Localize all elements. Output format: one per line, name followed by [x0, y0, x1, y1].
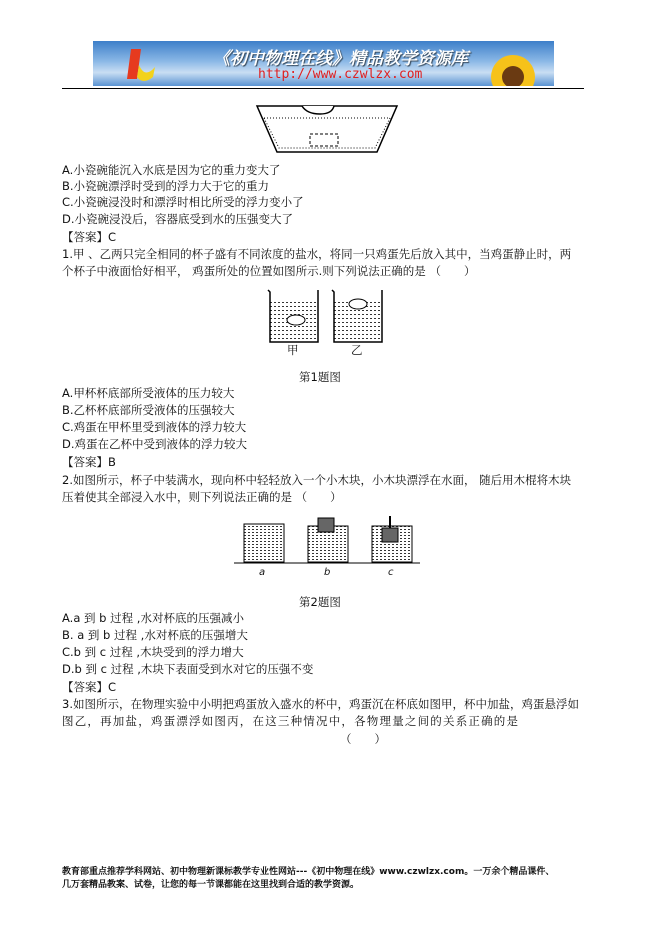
- q1-text-2: 个杯子中液面恰好相平， 鸡蛋所处的位置如图所示.则下列说法正确的是 （ ）: [62, 264, 476, 278]
- q1-option-d: D.鸡蛋在乙杯中受到液体的浮力较大: [62, 437, 248, 451]
- q2-text-1: 2.如图所示，杯子中装满水，现向杯中轻轻放入一个小木块，小木块漂浮在水面， 随后用木棍将木块: [62, 473, 572, 487]
- q1-answer: 【答案】B: [62, 455, 116, 469]
- q0-answer: 【答案】C: [62, 230, 117, 244]
- q1-fig-label-jia: 甲: [287, 343, 299, 357]
- q1-fig-label-yi: 乙: [351, 343, 363, 357]
- q1-text-1: 1.甲 、乙两只完全相同的杯子盛有不同浓度的盐水，将同一只鸡蛋先后放入其中，当鸡蛋静止时，两: [62, 247, 572, 261]
- q2-answer: 【答案】C: [62, 680, 117, 694]
- q1-figure: [262, 286, 392, 346]
- q2-figure: [232, 514, 422, 570]
- q3-text-2: 图乙，再加盐，鸡蛋漂浮如图丙，在这三种情况中，各物理量之间的关系正确的是: [62, 714, 520, 728]
- q3-text-1: 3.如图所示，在物理实验中小明把鸡蛋放入盛水的杯中，鸡蛋沉在杯底如图甲，杯中加盐，鸡蛋悬浮如: [62, 697, 579, 711]
- q1-option-b: B.乙杯杯底部所受液体的压强较大: [62, 403, 235, 417]
- bowl-figure: [252, 98, 402, 156]
- q2-fig-label-c: c: [388, 567, 394, 578]
- q3-blank: （ ）: [340, 732, 386, 746]
- footer-line-1: 教育部重点推荐学科网站、初中物理新课标教学专业性网站---《初中物理在线》www.czwlzx.com。一万余个精品课件、: [62, 867, 555, 877]
- header-divider: [62, 88, 584, 89]
- q2-text-2: 压着使其全部浸入水中，则下列说法正确的是 （ ）: [62, 490, 342, 504]
- banner-url[interactable]: http://www.czwlzx.com: [258, 67, 423, 82]
- header-banner: [93, 41, 554, 86]
- footer-line-2: 几万套精品教案、试卷，让您的每一节课都能在这里找到合适的教学资源。: [62, 880, 360, 890]
- q2-option-a: A.a 到 b 过程 ,水对杯底的压强减小: [62, 611, 244, 625]
- q0-option-d: D.小瓷碗浸没后，容器底受到水的压强变大了: [62, 212, 294, 226]
- q2-option-b: B. a 到 b 过程 ,水对杯底的压强增大: [62, 628, 248, 642]
- banner-title: 《初中物理在线》精品教学资源库: [213, 49, 468, 69]
- q1-option-a: A.甲杯杯底部所受液体的压力较大: [62, 386, 235, 400]
- q1-option-c: C.鸡蛋在甲杯里受到液体的浮力较大: [62, 420, 247, 434]
- q2-option-c: C.b 到 c 过程 ,木块受到的浮力增大: [62, 645, 244, 659]
- sunflower-icon: [491, 55, 535, 86]
- q1-caption: 第1题图: [299, 370, 341, 384]
- q2-caption: 第2题图: [299, 595, 341, 609]
- logo-icon: [127, 49, 155, 81]
- q0-option-c: C.小瓷碗浸没时和漂浮时相比所受的浮力变小了: [62, 195, 304, 209]
- q2-fig-label-a: a: [259, 567, 266, 578]
- q0-option-b: B.小瓷碗漂浮时受到的浮力大于它的重力: [62, 179, 270, 193]
- q2-fig-label-b: b: [324, 567, 331, 578]
- q2-option-d: D.b 到 c 过程 ,木块下表面受到水对它的压强不变: [62, 662, 314, 676]
- q0-option-a: A.小瓷碗能沉入水底是因为它的重力变大了: [62, 163, 281, 177]
